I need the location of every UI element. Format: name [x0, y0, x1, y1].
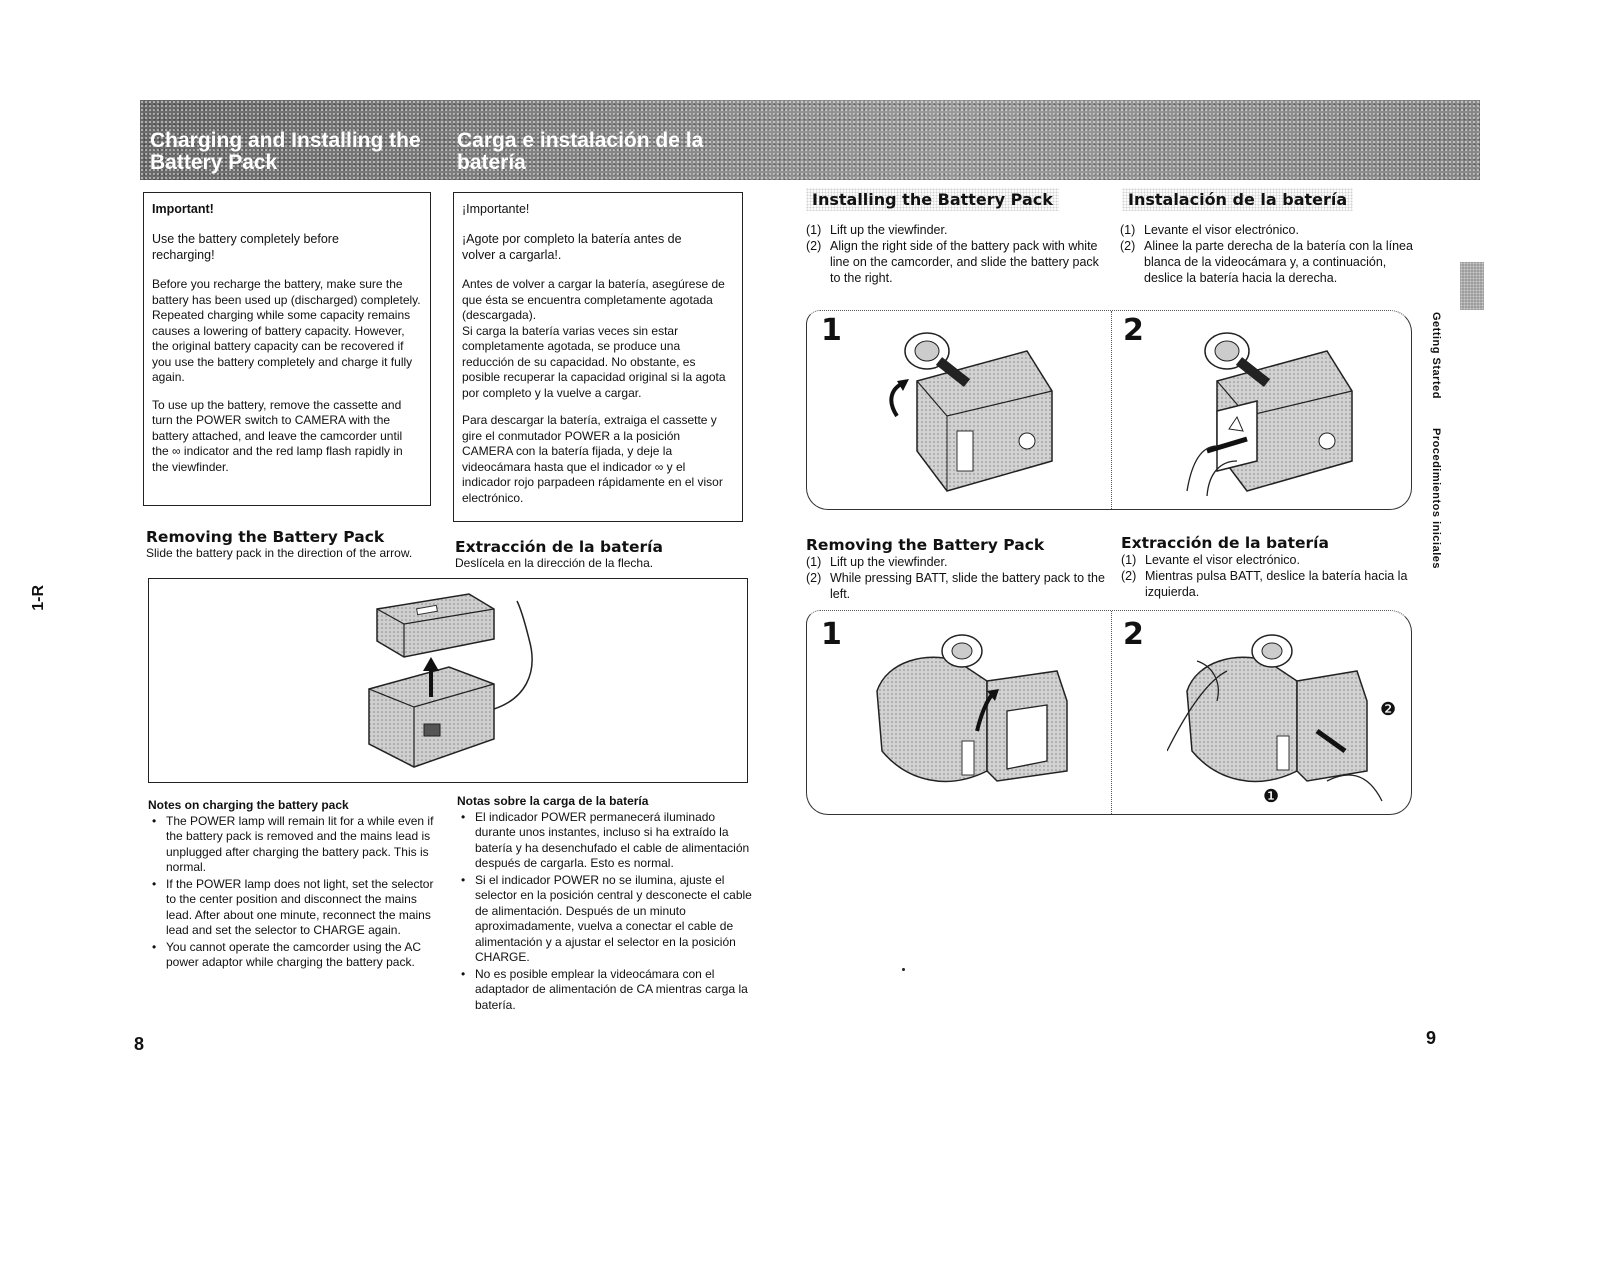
notes-heading-en: Notes on charging the battery pack — [148, 798, 349, 812]
step-number-1: 1 — [821, 617, 842, 652]
margin-code: 1-R — [30, 585, 47, 611]
step-text: Lift up the viewfinder. — [830, 223, 948, 237]
step-number: (2) — [806, 239, 822, 253]
step-number: (1) — [1121, 553, 1137, 567]
important-heading-es: ¡Importante! — [462, 202, 530, 216]
remove-step1-drawing — [867, 621, 1097, 806]
removing-section-es — [455, 538, 735, 572]
step-number: (1) — [806, 223, 822, 237]
removing-section-right-en — [806, 536, 1106, 602]
callout-2: ❷ — [1380, 699, 1397, 719]
important-box-es — [453, 192, 743, 522]
install-step1-drawing — [877, 321, 1097, 501]
installing-step-en — [806, 222, 1106, 238]
step-number-2: 2 — [1123, 617, 1144, 652]
step-text: Levante el visor electrónico. — [1145, 553, 1300, 567]
step-number: (1) — [806, 555, 822, 569]
banner-title-en-line2: Battery Pack — [150, 151, 278, 174]
install-step2-drawing — [1177, 321, 1397, 501]
installing-steps-en — [806, 222, 1106, 286]
step-text: Lift up the viewfinder. — [830, 555, 948, 569]
important-heading-en: Important! — [152, 202, 214, 216]
installing-heading-en: Installing the Battery Pack — [806, 188, 1059, 211]
installing-steps-es — [1120, 222, 1420, 286]
side-tab-en: Getting Started — [1430, 312, 1442, 399]
removing-step-en — [806, 554, 1106, 570]
removing-section-right-es — [1121, 534, 1421, 600]
removing-step-es — [1121, 568, 1421, 600]
important-box-en — [143, 192, 431, 506]
removing-heading-es: Extracción de la batería — [455, 538, 663, 556]
important-para1-en: Before you recharge the battery, make sure the battery has been used up (discharged) completely. — [152, 277, 421, 307]
important-para2-es: Si carga la batería varias veces sin estar completamente agotada, se produce una reducción de su capacidad. No obstante, es posible recuperar la capacidad original si la agota por completo y la vuelve a cargar. — [462, 323, 726, 400]
notes-heading-es: Notas sobre la carga de la batería — [457, 794, 649, 808]
page-number-left: 8 — [134, 1034, 145, 1054]
notes-item-es: • El indicador POWER permanecerá iluminado durante unos instantes, incluso si ha extraído la batería y ha desenchufado el cable de alimentación después de cargarla. Esto es normal. — [475, 810, 752, 872]
important-para1-es: Antes de volver a cargar la batería, asegúrese de que ésta se encuentra completamente agotada (descargada). — [462, 277, 725, 322]
important-subheading-en-1: Use the battery completely before — [152, 232, 339, 246]
removing-right-heading-es: Extracción de la batería — [1121, 534, 1329, 552]
charger-illustration — [148, 578, 748, 783]
notes-section-es — [457, 794, 752, 1014]
notes-item-en: • The POWER lamp will remain lit for a while even if the battery pack is removed and the mains lead is unplugged after charging the battery pack. This is normal. — [166, 814, 438, 876]
banner-title-en-line1: Charging and Installing the — [150, 129, 421, 152]
important-subheading-en-2: recharging! — [152, 248, 215, 262]
notes-item-es: • Si el indicador POWER no se ilumina, ajuste el selector en la posición central y desconecte el cable de alimentación. Después de un minuto aproximadamente, vuelva a conectar el cable de alimentación y a ajustar el selector en la posición CHARGE. — [475, 873, 752, 966]
notes-item-es: • No es posible emplear la videocámara con el adaptador de alimentación de CA mientras carga la batería. — [475, 967, 752, 1014]
important-para2-en: Repeated charging while some capacity remains causes a lowering of battery capacity. However, the original battery capacity can be recovered if you use the battery completely and charge it fully again. — [152, 308, 413, 384]
banner-title-es — [457, 130, 703, 174]
step-number: (2) — [806, 571, 822, 585]
remove-step2-drawing — [1167, 621, 1397, 806]
step-number: (2) — [1120, 239, 1136, 253]
removing-step-en — [806, 570, 1106, 602]
step-text: Mientras pulsa BATT, deslice la batería hacia la izquierda. — [1145, 569, 1408, 599]
important-para3-es: Para descargar la batería, extraiga el cassette y gire el conmutador POWER a la posición CAMERA con la batería fijada, y deje la videocámara hasta que el indicador ∞ y el indicador rojo parpadeen rápidamente en el visor electrónico. — [462, 413, 723, 505]
panel-divider — [1111, 311, 1112, 509]
dot-mark — [902, 968, 905, 971]
installing-step-es — [1120, 222, 1420, 238]
removing-heading-en: Removing the Battery Pack — [146, 528, 385, 546]
important-subheading-es-1: ¡Agote por completo la batería antes de — [462, 232, 682, 246]
removing-text-en: Slide the battery pack in the direction of the arrow. — [146, 546, 413, 560]
important-subheading-es-2: volver a cargarla!. — [462, 248, 562, 262]
installing-step-es — [1120, 238, 1420, 286]
notes-section-en — [148, 798, 438, 972]
step-text: While pressing BATT, slide the battery pack to the left. — [830, 571, 1105, 601]
banner-title-es-line1: Carga e instalación de la — [457, 129, 704, 152]
callout-1: ❶ — [1263, 786, 1280, 806]
notes-item-en: • If the POWER lamp does not light, set the selector to the center position and disconnect the mains lead. After about one minute, reconnect the mains lead and set the selector to CHARGE again. — [166, 877, 438, 939]
installing-heading-es: Instalación de la batería — [1122, 188, 1353, 211]
step-text: Alinee la parte derecha de la batería con la línea blanca de la videocámara y, a continuación, deslice la batería hacia la derecha. — [1144, 239, 1413, 285]
removing-step-es — [1121, 552, 1421, 568]
step-number: (2) — [1121, 569, 1137, 583]
removing-illustration-panel — [806, 610, 1412, 815]
removing-text-es: Deslícela en la dirección de la flecha. — [455, 556, 654, 570]
side-tab-marker — [1460, 262, 1484, 310]
step-text: Align the right side of the battery pack with white line on the camcorder, and slide the battery pack to the right. — [830, 239, 1099, 285]
removing-right-heading-en: Removing the Battery Pack — [806, 536, 1045, 554]
step-number-1: 1 — [821, 313, 842, 348]
panel-divider — [1111, 611, 1112, 814]
banner-title-es-line2: batería — [457, 151, 526, 174]
step-number: (1) — [1120, 223, 1136, 237]
notes-item-en: • You cannot operate the camcorder using the AC power adaptor while charging the battery pack. — [166, 940, 438, 971]
banner-title-en — [150, 130, 421, 174]
page-number-right: 9 — [1426, 1028, 1437, 1048]
installing-step-en — [806, 238, 1106, 286]
charger-drawing — [149, 579, 746, 781]
removing-section-en — [146, 528, 426, 562]
step-number-2: 2 — [1123, 313, 1144, 348]
step-text: Levante el visor electrónico. — [1144, 223, 1299, 237]
side-tab-es: Procedimientos iniciales — [1430, 428, 1442, 569]
installing-illustration-panel — [806, 310, 1412, 510]
important-para3-en: To use up the battery, remove the cassette and turn the POWER switch to CAMERA with the battery attached, and leave the camcorder until the ∞ indicator and the red lamp flash rapidly in the viewfinder. — [152, 397, 403, 474]
